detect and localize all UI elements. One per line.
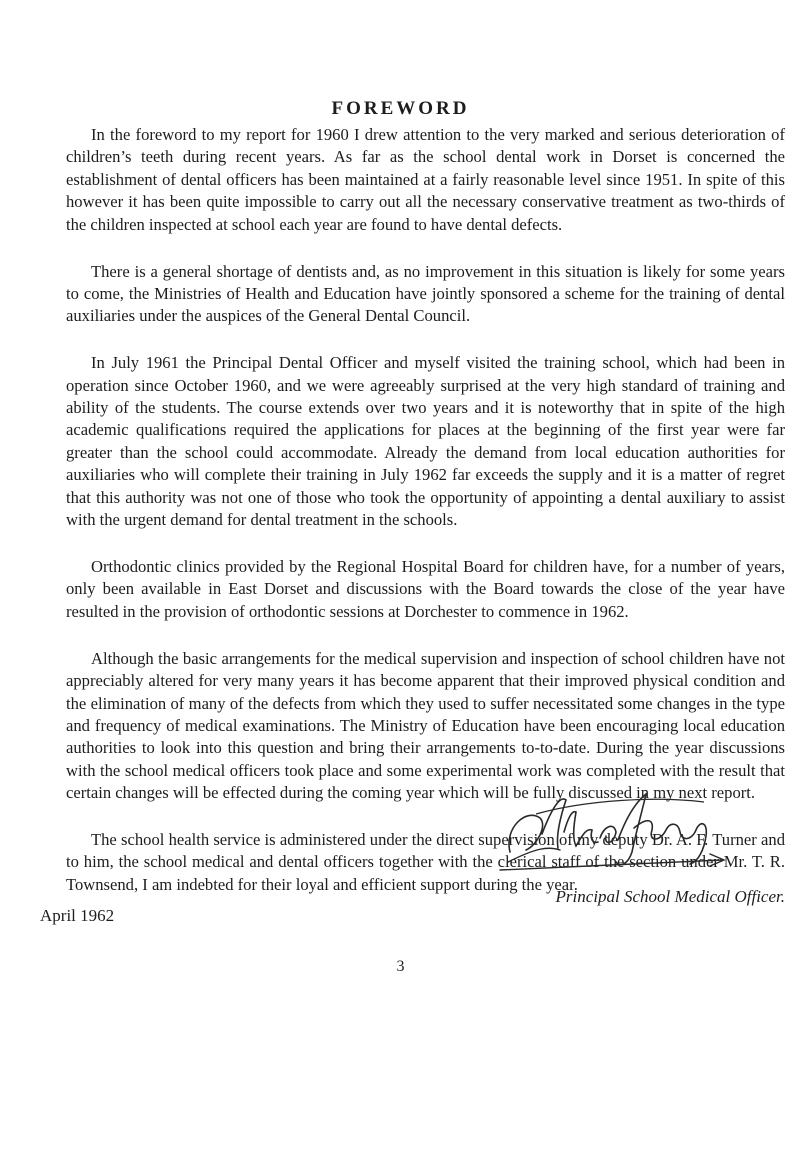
paragraph-3: In July 1961 the Principal Dental Officer and myself visited the training school, which had been in operation since October 1960, and we were agreeably surprised at the very high standard of training and ability of the students. The course extends over two years and it is noteworthy that in spite of the high academic qualifications required the applications for places at the beginning of the first year were far greater than the school could accommodate. Already the demand from local education authorities for auxiliaries who will complete their training in July 1962 far exceeds the supply and it is a matter of regret that this authority was not one of those who took the opportunity of appointing a dental auxiliary to assist with the urgent demand for dental treatment in the schools.: [66, 353, 785, 530]
signature-role: Principal School Medical Officer.: [555, 887, 785, 906]
page-title: FOREWORD: [331, 98, 470, 119]
paragraph-4: Orthodontic clinics provided by the Regional Hospital Board for children have, for a number of years, only been available in East Dorset and discussions with the Board towards the close of the year have resulted in the provision of orthodontic sessions at Dorchester to commence in 1962.: [66, 557, 785, 621]
report-date: April 1962: [40, 906, 115, 925]
paragraph-1: In the foreword to my report for 1960 I drew attention to the very marked and serious deterioration of children’s teeth during recent years. As far as the school dental work in Dorset is concerned the establishment of dental officers has been maintained at a fairly reasonable level since 1951. In spite of this however it has been quite impossible to carry out all the necessary conservative treatment as two-thirds of the children inspected at school each year are found to have dental defects.: [66, 125, 785, 234]
paragraph-5: Although the basic arrangements for the medical supervision and inspection of school children have not appreciably altered for very many years it has become apparent that their improved physical condition and the elimination of many of the defects from which they used to suffer necessitated some changes in the type and frequency of medical examinations. The Ministry of Education have been encouraging local education authorities to look into this question and bring their arrangements to-to-date. During the year discussions with the school medical officers took place and some experimental work was completed with the result that certain changes will be effected during the coming year which will be fully discussed in my next report.: [66, 648, 785, 803]
paragraph-6: The school health service is administered under the direct supervision of my deputy Dr. A. F. Turner and to him, the school medical and dental officers together with the clerical staff of the section under Mr. T. R. Townsend, I am indebted for their loyal and efficient support during the year.: [66, 830, 785, 894]
page-number: 3: [396, 958, 405, 975]
handwritten-signature: [496, 788, 726, 872]
paragraph-2: There is a general shortage of dentists and, as no improvement in this situation is likely for some years to come, the Ministries of Health and Education have jointly sponsored a scheme for the training of dental auxiliaries under the auspices of the General Dental Council.: [66, 261, 785, 326]
